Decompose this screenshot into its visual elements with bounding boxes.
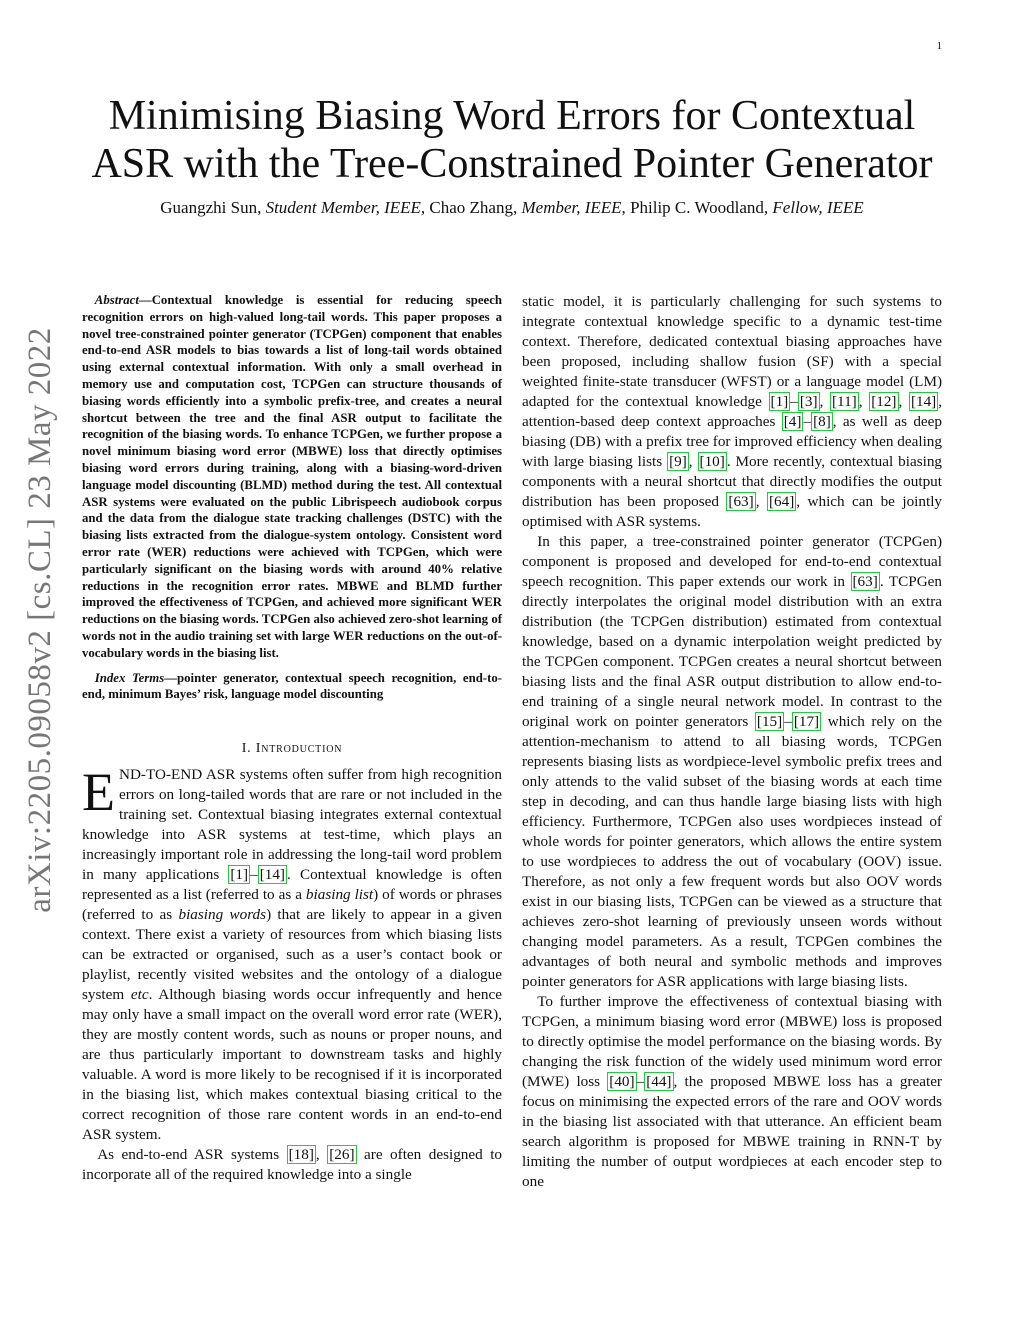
text-run: . TCPGen directly interpolates the original model distribution with an extra distribution (the TCPGen distribution) estimated from contextual knowledge, based on a dynamic interpolation weight predicted by the TCPGen component. TCPGen creates a neural shortcut between biasing lists and the final ASR output distribution to allow end-to-end training of a single neural network model. In contrast to the original work on pointer generators bbox=[522, 573, 943, 730]
abstract bbox=[82, 292, 502, 662]
citation-link[interactable]: [14] bbox=[910, 393, 937, 410]
citation-link[interactable]: [17] bbox=[793, 713, 820, 730]
author-role: Student Member, IEEE, bbox=[265, 198, 426, 217]
paper-title bbox=[60, 92, 964, 188]
text-run: , the proposed MBWE loss has a greater focus on minimising the expected errors of the rare and OOV words in the biasing list associated with that utterance. An efficient beam search algorithm is proposed for MBWE training in RNN-T by limiting the number of output wordpieces at each encoder step to one bbox=[522, 1073, 942, 1190]
text-run: ) that are likely to appear in a given context. There exist a variety of resources from which biasing lists can be extracted or organised, such as a user’s contact book or playlist, recently visited websites and the ontology of a dialogue system bbox=[82, 906, 502, 1004]
citation-link[interactable]: [64] bbox=[768, 493, 795, 510]
left-column bbox=[82, 292, 502, 1185]
right-paragraph-3: To further improve the effectiveness of contextual biasing with TCPGen, a minimum biasing word error (MBWE) loss is proposed to directly optimise the model performance on the biasing words. By changing the risk function of the widely used minimum word error (MWE) loss [40] – [44] , the proposed MBWE loss has a greater focus on minimising the expected errors of the rare and OOV words in the biasing list associated with that utterance. An efficient beam search algorithm is proposed for MBWE training in RNN-T by limiting the number of output wordpieces at each encoder step to one bbox=[522, 993, 942, 1190]
section-title: Introduction bbox=[255, 741, 343, 757]
abstract-text: —Contextual knowledge is essential for reducing speech recognition errors on high-valued long-tail words. This paper proposes a novel tree-constrained pointer generator (TCPGen) component that enables end-to-end ASR models to bias towards a list of long-tail words obtained using external contextual information. With only a small overhead in memory use and computation cost, TCPGen can structure thousands of biasing words efficiently into a symbolic prefix-tree, and creates a neural shortcut between the tree and the final ASR output to facilitate the recognition of the biasing words. To enhance TCPGen, we further propose a novel minimum biasing word error (MBWE) loss that directly optimises biasing word errors during training, along with a biasing-word-driven language model discounting (BLMD) method during the test. All contextual ASR systems were evaluated on the public Librispeech audiobook corpus and the data from the dialogue state tracking challenges (DSTC) with the biasing lists extracted from the dialogue-system ontology. Consistent word error rate (WER) reductions were achieved with TCPGen, which were particularly significant on the biasing words with around 40% relative reductions in the recognition error rates. MBWE and BLMD further improved the effectiveness of TCPGen, and achieved more significant WER reductions on the biasing words. TCPGen also achieved zero-shot learning of words not in the audio training set with large WER reductions on the out-of-vocabulary words in the biasing list. bbox=[82, 293, 502, 660]
section-heading bbox=[82, 739, 502, 759]
emphasis: biasing list bbox=[305, 886, 374, 904]
citation-link[interactable]: [8] bbox=[813, 413, 831, 430]
citation-link[interactable]: [63] bbox=[852, 573, 878, 590]
author-list bbox=[60, 197, 964, 219]
citation-link[interactable]: [11] bbox=[832, 393, 857, 410]
citation-link[interactable]: [26] bbox=[329, 1146, 355, 1164]
text-run: are often designed to incorporate all of the required knowledge into a single bbox=[82, 1146, 503, 1184]
intro-paragraph-1: END-TO-END ASR systems often suffer from high recognition errors on long-tailed words that are rare or not included in the training set. Contextual biasing integrates external contextual knowledge into ASR systems at test-time, which plays an increasingly important role in addressing the long-tail word problem in many applications [1] – [14] . Contextual knowledge is often represented as a list (referred to as a biasing list) of words or phrases (referred to as biasing words) that are likely to appear in a given context. There exist a variety of resources from which biasing lists can be extracted or organised, such as a user’s contact book or playlist, recently visited websites and the ontology of a dialogue system etc. Although biasing words occur infrequently and hence may only have a small impact on the overall word error rate (WER), they are mostly content words, such as nouns or proper nouns, and are thus particularly important to downstream tasks and highly valuable. A word is more likely to be recognised if it is incorporated in the biasing list, which makes contextual biasing critical to the correct recognition of those rare content words in an end-to-end ASR system. bbox=[82, 762, 503, 1144]
intro-paragraph-2: As end-to-end ASR systems [18] , [26] are often designed to incorporate all of the required knowledge into a single bbox=[82, 1146, 503, 1184]
text-run: ) of words or phrases (referred to as bbox=[82, 886, 503, 924]
right-paragraph-1: static model, it is particularly challenging for such systems to integrate contextual knowledge specific to a dynamic test-time context. Therefore, dedicated contextual biasing approaches have been proposed, including shallow fusion (SF) with a special weighted finite-state transducer (WFST) or a language model (LM) adapted for the contextual knowledge [1] – [3] , [11] , [12] , [14] , attention-based deep context approaches [4] – [8] , as well as deep biasing (DB) with a prefix tree for improved efficiency when dealing with large biasing lists [9] , [10] . More recently, contextual biasing components with a neural shortcut that directly modifies the output distribution has been proposed [63] , [64] , which can be jointly optimised with ASR systems. bbox=[522, 293, 943, 530]
citation-link[interactable]: [9] bbox=[669, 453, 687, 470]
citation-link[interactable]: [14] bbox=[259, 866, 285, 884]
text-run: . Contextual knowledge is often represented as a list (referred to as a bbox=[82, 866, 502, 904]
emphasis: biasing words bbox=[178, 906, 267, 924]
drop-cap: E bbox=[82, 762, 115, 823]
author-role: Member, IEEE, bbox=[521, 198, 626, 217]
text-run: which rely on the attention-mechanism to attend to all biasing words, TCPGen represents biasing lists as wordpiece-level symbolic prefix trees and only attends to the valid subset of the biasing words at each time step in decoding, and can thus handle large biasing lists with high efficiency. Furthermore, TCPGen also uses wordpieces instead of whole words for pointer generators, which allows the entire system to use wordpieces to address the out of vocabulary (OOV) issue. Therefore, as not only a few frequent words but also OOV words exist in our biasing lists, TCPGen can be viewed as a structure that achieves zero-shot learning of previously unseen words without changing model parameters. As a result, TCPGen combines the advantages of both neural and symbolic methods and improves pointer generators for ASR applications with large biasing lists. bbox=[522, 713, 942, 990]
citation-link[interactable]: [63] bbox=[728, 493, 754, 510]
text-run: . Although biasing words occur infrequently and hence may only have a small impact on the overall word error rate (WER), they are mostly content words, such as nouns or proper nouns, and are thus particularly important to downstream tasks and highly valuable. A word is more likely to be recognised if it is incorporated in the biasing list, which makes contextual biasing critical to the correct recognition of those rare content words in an end-to-end ASR system. bbox=[82, 986, 502, 1144]
author-name: Chao Zhang, bbox=[425, 198, 522, 217]
text-run: . More recently, contextual biasing components with a neural shortcut that directly modifies the output distribution has been proposed bbox=[522, 453, 943, 510]
index-terms-label: Index Terms bbox=[94, 670, 165, 685]
text-run: In this paper, a tree-constrained pointer generator (TCPGen) component is proposed and developed for end-to-end contextual speech recognition. This paper extends our work in bbox=[522, 533, 942, 590]
citation-link[interactable]: [1] bbox=[770, 393, 789, 410]
title-line-1: Minimising Biasing Word Errors for Contextual bbox=[108, 93, 916, 139]
right-column bbox=[522, 292, 942, 1192]
text-run: , which can be jointly optimised with ASR systems. bbox=[522, 493, 943, 530]
text-run: , as well as deep biasing (DB) with a prefix tree for improved efficiency when dealing with large biasing lists bbox=[522, 413, 942, 470]
text-run: static model, it is particularly challenging for such systems to integrate contextual knowledge specific to a dynamic test-time context. Therefore, dedicated contextual biasing approaches have been proposed, including shallow fusion (SF) with a special weighted finite-state transducer (WFST) or a language model (LM) adapted for the contextual knowledge bbox=[522, 293, 942, 410]
right-paragraph-2: In this paper, a tree-constrained pointer generator (TCPGen) component is proposed and developed for end-to-end contextual speech recognition. This paper extends our work in [63] . TCPGen directly interpolates the original model distribution with an extra distribution (the TCPGen distribution) estimated from contextual knowledge, based on a dynamic interpolation weight predicted by the TCPGen component. TCPGen creates a neural shortcut between biasing lists and the final ASR output distribution to allow end-to-end training of a single neural network model. In contrast to the original work on pointer generators [15] – [17] which rely on the attention-mechanism to attend to all biasing words, TCPGen represents biasing lists as wordpiece-level symbolic prefix trees and only attends to the valid subset of the biasing words at each time step in decoding, and can thus handle large biasing lists with high efficiency. Furthermore, TCPGen also uses wordpieces instead of whole words for pointer generators, which allows the entire system to use wordpieces to address the out of vocabulary (OOV) issue. Therefore, as not only a few frequent words but also OOV words exist in our biasing lists, TCPGen can be viewed as a structure that achieves zero-shot learning of previously unseen words without changing model parameters. As a result, TCPGen combines the advantages of both neural and symbolic methods and improves pointer generators for ASR applications with large biasing lists. bbox=[522, 533, 943, 990]
citation-link[interactable]: [12] bbox=[871, 393, 897, 410]
text-run: To further improve the effectiveness of contextual biasing with TCPGen, a minimum biasing word error (MBWE) loss is proposed to directly optimise the model performance on the biasing words. By changing the risk function of the widely used minimum word error (MWE) loss bbox=[522, 993, 942, 1090]
citation-link[interactable]: [15] bbox=[756, 713, 783, 730]
author-name: Philip C. Woodland, bbox=[625, 198, 773, 217]
author-name: Guangzhi Sun, bbox=[160, 198, 266, 217]
text-run: As end-to-end ASR systems bbox=[97, 1146, 287, 1164]
author-role: Fellow, IEEE bbox=[772, 198, 864, 217]
emphasis: etc bbox=[130, 986, 149, 1004]
index-terms-text: —pointer generator, contextual speech recognition, end-to-end, minimum Bayes’ risk, language model discounting bbox=[82, 670, 502, 702]
citation-link[interactable]: [10] bbox=[699, 453, 725, 470]
citation-link[interactable]: [4] bbox=[783, 413, 802, 430]
section-numeral: I. bbox=[241, 741, 256, 757]
citation-link[interactable]: [3] bbox=[799, 393, 818, 410]
citation-link[interactable]: [1] bbox=[230, 866, 249, 884]
page-number: 1 bbox=[936, 40, 942, 52]
abstract-label: Abstract bbox=[94, 293, 139, 307]
arxiv-identifier-stamp: arXiv:2205.09058v2 [cs.CL] 23 May 2022 bbox=[22, 327, 58, 913]
title-line-2: ASR with the Tree-Constrained Pointer Generator bbox=[91, 141, 933, 187]
index-terms bbox=[82, 670, 502, 704]
citation-link[interactable]: [40] bbox=[609, 1073, 635, 1090]
citation-link[interactable]: [44] bbox=[646, 1073, 672, 1090]
text-run: ND-TO-END ASR systems often suffer from high recognition errors on long-tailed words that are rare or not included in the training set. Contextual biasing integrates external contextual knowledge into ASR systems at test-time, which plays an increasingly important role in addressing the long-tail word problem in many applications bbox=[82, 766, 502, 884]
citation-link[interactable]: [18] bbox=[288, 1146, 314, 1164]
text-run: , attention-based deep context approaches bbox=[522, 393, 943, 430]
